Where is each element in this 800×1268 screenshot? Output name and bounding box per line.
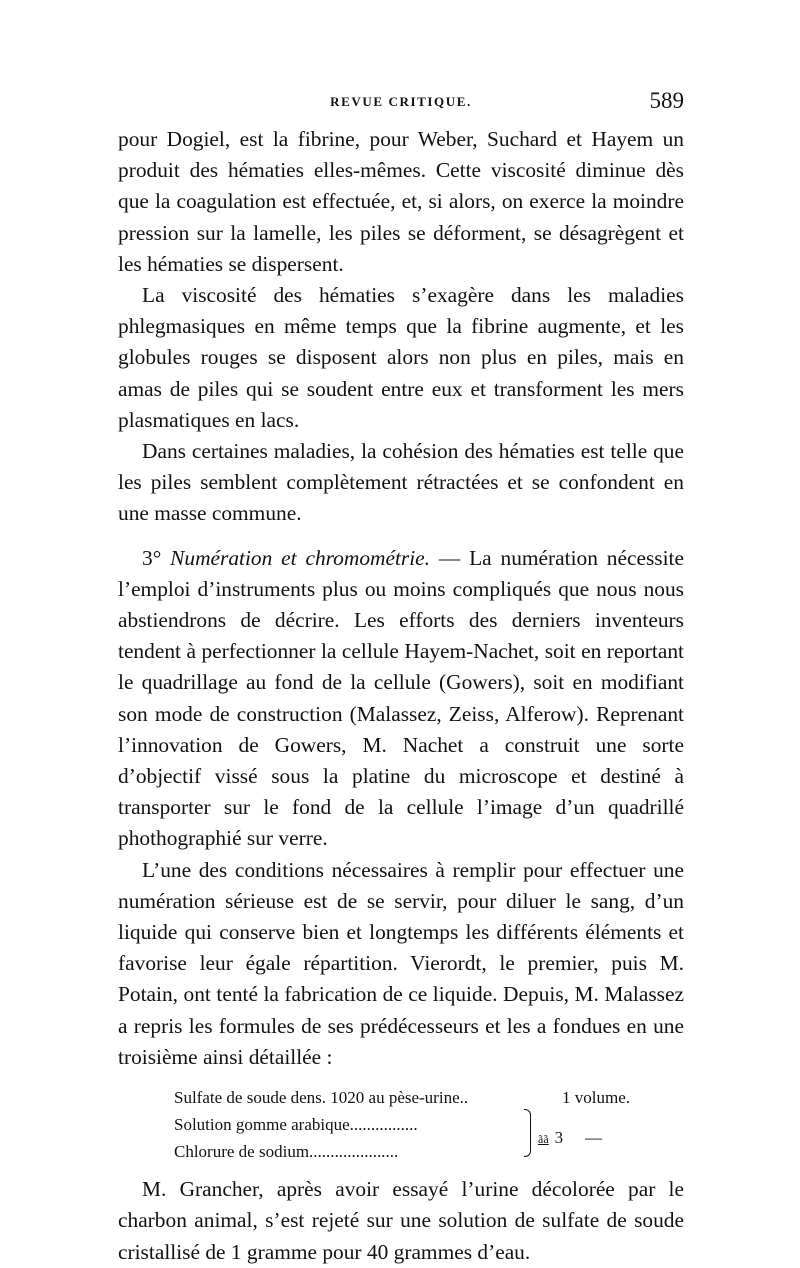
paragraph-3: Dans certaines maladies, la cohésion des hématies est telle que les piles semblent complètement rétractées et se confondent en une masse commune. (118, 439, 684, 526)
paragraph-4 (118, 543, 684, 855)
running-title: REVUE CRITIQUE. (330, 94, 472, 109)
section-number: 3° (142, 545, 171, 570)
formula-qty-dash: — (585, 1128, 603, 1148)
section-heading: Numération et chromométrie. (170, 545, 431, 570)
formula-brace (524, 1109, 531, 1157)
formula-line-gomme: Solution gomme arabique................ (174, 1115, 418, 1135)
formula-line-chlorure: Chlorure de sodium..................... (174, 1142, 399, 1162)
paragraph-2: La viscosité des hématies s’exagère dans les maladies phlegmasiques en même temps que la fibrine augmente, et les globules rouges se disposent alors non plus en piles, mais en amas de piles qui se soudent entre eux et transforment les mers plasmatiques en lacs. (118, 283, 684, 432)
body-text (118, 124, 684, 1268)
page-number: 589 (649, 88, 684, 113)
formula-qty-number: 3 (554, 1128, 564, 1148)
paragraph-6: M. Grancher, après avoir essayé l’urine décolorée par le charbon animal, s’est rejeté sur une solution de sulfate de soude cristallisé de 1 gramme pour 40 grammes d’eau. (118, 1177, 684, 1264)
paragraph-1: pour Dogiel, est la fibrine, pour Weber, Suchard et Hayem un produit des hématies elles-mêmes. Cette viscosité diminue dès que la coagulation est effectuée, et, si alors, on exerce la moindre pression sur la lamelle, les piles se déforment, se désagrègent et les hématies se dispersent. (118, 127, 684, 276)
formula-line-sulfate: Sulfate de soude dens. 1020 au pèse-urine.. (174, 1088, 469, 1108)
paragraph-5: L’une des conditions nécessaires à remplir pour effectuer une numération sérieuse est de se servir, pour diluer le sang, d’un liquide qui conserve bien et longtemps les différents éléments et favorise leur égale répartition. Vierordt, le premier, puis M. Potain, ont tenté la fabrication de ce liquide. Depuis, M. Malassez a repris les formules de ses prédécesseurs et les a fondues en une troisième ainsi détaillée : (118, 857, 684, 1069)
formula-block (174, 1082, 654, 1166)
paragraph-4-text: — La numération nécessite l’emploi d’instruments plus ou moins compliqués que nous nous abstiendrons de décrire. Les efforts des derniers inventeurs tendent à perfectionner la cellule Hayem-Nachet, soit en reportant le quadrillage au fond de la cellule (Gowers), soit en modifiant son mode de construction (Malassez, Zeiss, Alferow). Reprenant l’innovation de Gowers, M. Nachet a construit une sorte d’objectif vissé sous la platine du microscope et destiné à transporter sur le fond de la cellule l’image d’un quadrillé phothographié sur verre. (118, 545, 684, 851)
formula-aa: ãã (538, 1132, 549, 1147)
formula-quantity-shared (538, 1122, 602, 1155)
formula-quantity-sulfate: 1 volume. (562, 1088, 630, 1108)
running-head (118, 88, 684, 120)
